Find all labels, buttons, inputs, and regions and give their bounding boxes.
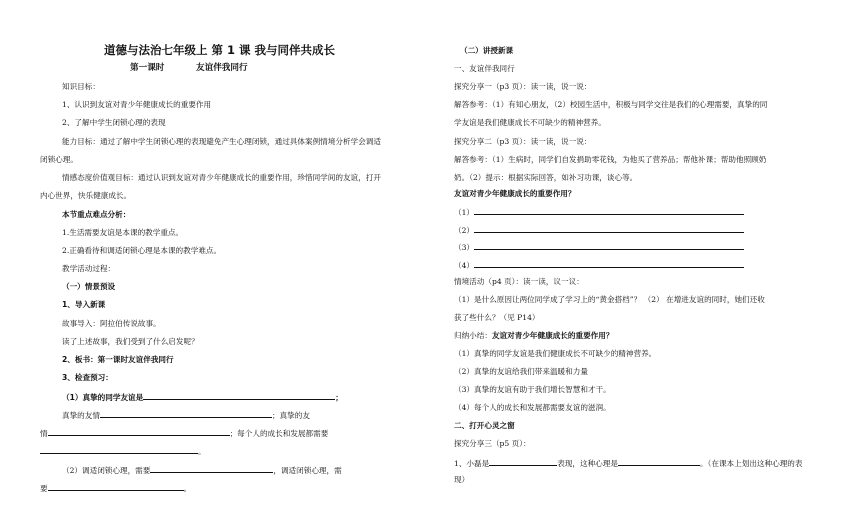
answer-blank[interactable]	[48, 427, 230, 436]
board-writing: 2、板书：第一课时友谊伴我同行	[62, 355, 174, 364]
explore-share-3: 探究分享三（p5 页）：	[454, 439, 531, 448]
friendship-text-d: ；每个人的成长和发展都需要	[229, 429, 329, 438]
activity-question-line-1: （1）是什么原因让两位同学成了学习上的“黄金搭档”？ （2） 在增进友谊的同时，她们还收	[454, 295, 765, 304]
answer-blank[interactable]	[40, 445, 198, 454]
keypoint-1: 1.生活需要友谊是本课的教学重点。	[62, 228, 184, 237]
answer-2-line-1: 解答参考：（1）生病时，同学们自发捐助零花钱，为他买了营养品；帮他补课；帮助他照顾奶	[454, 155, 767, 164]
answer-blank[interactable]	[150, 464, 273, 473]
friendship-line-1	[62, 409, 310, 421]
answer-1-line-1: 解答参考：（1）有知心朋友，（2）校园生活中，积极与同学交往是我们的心理需要，真挚的同	[454, 100, 768, 109]
fill-label-2: （2）	[454, 226, 475, 235]
emotion-goal-line-1: 情感态度价值观目标：通过认识到友谊对青少年健康成长的重要作用，珍惜同学间的友谊，打开	[62, 173, 381, 182]
lesson-subtitle-period: 第一课时	[130, 63, 165, 73]
question-2-line-1	[62, 464, 342, 476]
part-one-heading: 一、友谊伴我同行	[454, 64, 515, 73]
answer-2-line-2: 奶。（2）提示：根据实际回答，如补习功课，谈心等。	[454, 173, 638, 182]
lesson-subtitle-topic: 友谊伴我同行	[196, 63, 248, 73]
answer-blank[interactable]	[474, 259, 744, 268]
story-intro: 故事导入：阿拉伯传说故事。	[62, 319, 161, 328]
question-2-text-b: ，调适闭锁心理，需	[273, 466, 342, 475]
situation-activity: 情境活动（p4 页）：读一读，议一议：	[454, 277, 584, 286]
xiaolei-text-a: 1、小磊是	[454, 459, 490, 468]
summary-label: 归纳小结：	[454, 331, 492, 340]
answer-1-line-2: 学友谊是我们健康成长不可缺少的精神营养。	[454, 118, 606, 127]
ability-goal-line-2: 闭锁心理。	[40, 155, 78, 164]
answer-blank[interactable]	[489, 457, 557, 466]
story-question: 读了上述故事，我们受到了什么启发呢？	[62, 337, 199, 346]
fill-line-3	[454, 241, 744, 253]
fill-label-1: （1）	[454, 208, 475, 217]
activity-question-line-2: 获了些什么？（见 P14）	[454, 313, 540, 322]
answer-blank[interactable]	[474, 241, 744, 250]
friendship-line-3	[40, 445, 206, 457]
fill-line-1	[454, 206, 744, 218]
xiaolei-text-c: 。（在课本上划出这种心理的表	[699, 459, 803, 468]
fill-line-4	[454, 259, 744, 271]
ability-goal-line-1: 能力目标：通过了解中学生闭锁心理的表现避免产生心理闭锁，通过具体案例情境分析学会调适	[62, 137, 381, 146]
teaching-process-label: 教学活动过程：	[62, 264, 116, 273]
answer-blank[interactable]	[474, 206, 744, 215]
question-2-text-a: （2）调适闭锁心理，需要	[62, 466, 151, 475]
answer-blank[interactable]	[618, 457, 700, 466]
summary-line	[454, 331, 613, 341]
keypoints-heading: 本节重点难点分析：	[62, 210, 131, 219]
summary-question: 友谊对青少年健康成长的重要作用？	[491, 331, 614, 340]
question-2-text-c: 要	[40, 484, 48, 493]
section-scenario-heading: （一）情景预设	[62, 282, 116, 291]
explore-share-2: 探究分享二（p3 页）：读一读，说一说：	[454, 137, 592, 146]
question-2-end: 。	[183, 484, 192, 493]
summary-point-1: （1）真挚的同学友谊是我们健康成长不可缺少的精神营养。	[454, 349, 657, 358]
summary-point-4: （4）每个人的成长和发展都需要友谊的滋润。	[454, 403, 611, 412]
summary-point-2: （2）真挚的友谊给我们带来温暖和力量	[454, 367, 588, 376]
keypoint-2: 2.正确看待和调适闭锁心理是本课的教学难点。	[62, 246, 222, 255]
answer-blank[interactable]	[474, 224, 744, 233]
friendship-text-a: 真挚的友情	[62, 411, 100, 420]
goal-item-1: 1、认识到友谊对青少年健康成长的重要作用	[62, 100, 212, 109]
knowledge-goals-heading: 知识目标：	[62, 82, 100, 91]
friendship-line-2	[40, 427, 328, 439]
explore-share-1: 探究分享一（p3 页）：读一读，说一说：	[454, 82, 592, 91]
fill-label-4: （4）	[454, 261, 475, 270]
xiaolei-text-b: 表现，这种心理是	[557, 459, 618, 468]
xiaolei-line-2: 现）	[454, 475, 470, 484]
question-1-label: （1）真挚的同学友谊是	[62, 393, 144, 402]
goal-item-2: 2、了解中学生闭锁心理的表现	[62, 118, 166, 127]
lesson-title: 道德与法治七年级上 第 1 课 我与同伴共成长	[104, 43, 336, 57]
part-two-heading: 二、打开心灵之窗	[454, 421, 515, 430]
friendship-role-question: 友谊对青少年健康成长的重要作用？	[454, 189, 576, 198]
question-2-line-2	[40, 482, 191, 494]
section-new-lesson-heading: （二）讲授新课	[460, 46, 514, 55]
answer-blank[interactable]	[100, 409, 272, 418]
fill-label-3: （3）	[454, 243, 475, 252]
answer-blank[interactable]	[48, 482, 184, 491]
friendship-end: 。	[198, 447, 206, 456]
answer-blank[interactable]	[143, 391, 335, 400]
question-1	[62, 391, 343, 403]
friendship-text-b: ；真挚的友	[271, 411, 310, 420]
emotion-goal-line-2: 内心世界，快乐健康成长。	[40, 191, 132, 200]
question-1-end: ；	[335, 393, 343, 402]
fill-line-2	[454, 224, 744, 236]
xiaolei-line-1	[454, 457, 802, 469]
intro-item: 1、导入新课	[62, 300, 106, 309]
preview-check: 3、检查预习：	[62, 373, 113, 382]
friendship-text-c: 情	[40, 429, 48, 438]
summary-point-3: （3）真挚的友谊有助于我们增长智慧和才干。	[454, 385, 611, 394]
